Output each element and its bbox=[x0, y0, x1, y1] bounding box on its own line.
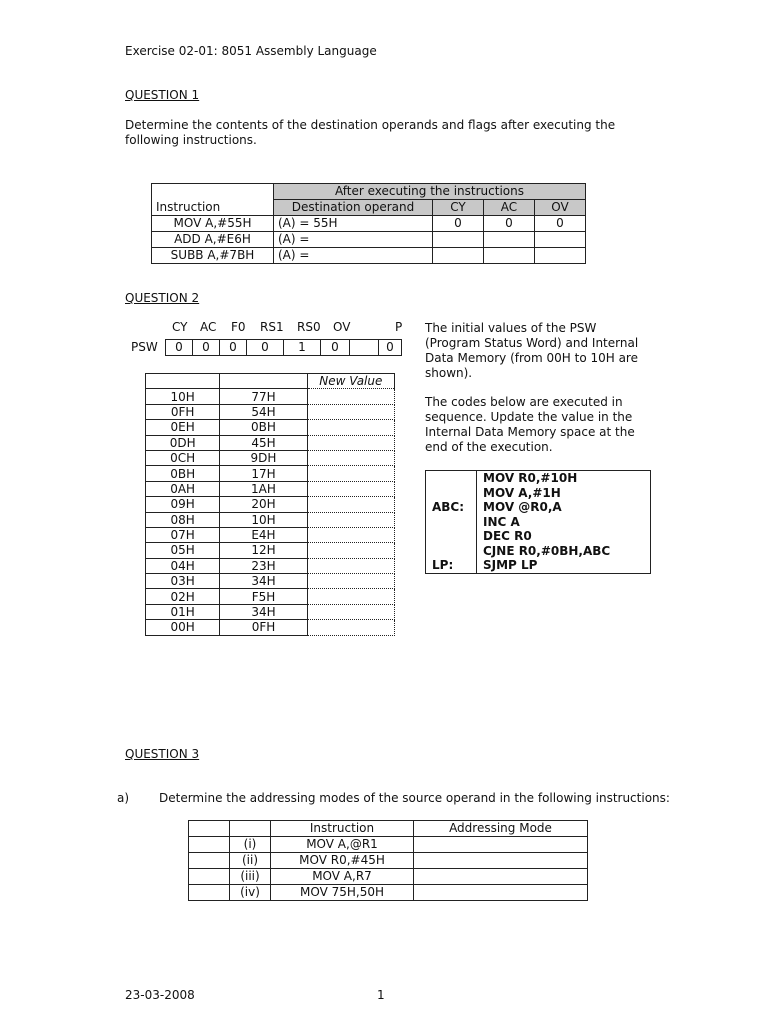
memory-value-cell: 34H bbox=[220, 574, 307, 589]
table-row bbox=[146, 620, 395, 635]
q1-cy-cell: 0 bbox=[433, 216, 484, 232]
q1-dest-cell: (A) = bbox=[274, 232, 433, 248]
q1-col-instruction: Instruction bbox=[152, 200, 274, 216]
code-line bbox=[426, 500, 651, 515]
q1-ac-cell bbox=[484, 248, 535, 264]
table-row bbox=[146, 389, 395, 404]
memory-address-cell: 0AH bbox=[146, 481, 220, 496]
table-row bbox=[146, 604, 395, 619]
q3-row-number: (i) bbox=[230, 837, 271, 853]
q3-instruction-cell: MOV A,R7 bbox=[271, 869, 414, 885]
table-row bbox=[152, 216, 586, 232]
table-row bbox=[146, 497, 395, 512]
table-row bbox=[146, 543, 395, 558]
question-2-title: QUESTION 2 bbox=[125, 291, 200, 305]
q3-row-number: (iv) bbox=[230, 885, 271, 901]
q2-text-initial: The initial values of the PSW (Program Status Word) and Internal Data Memory (from 00H to 10H are shown). bbox=[425, 321, 639, 380]
new-value-cell bbox=[307, 558, 394, 573]
q3-instruction-cell: MOV A,@R1 bbox=[271, 837, 414, 853]
psw-bit-f0: 0 bbox=[220, 340, 247, 356]
code-line bbox=[426, 515, 651, 530]
table-row bbox=[146, 558, 395, 573]
psw-bit-unused bbox=[350, 340, 379, 356]
table-row bbox=[146, 404, 395, 419]
q1-col-cy: CY bbox=[433, 200, 484, 216]
psw-flag-cy: CY bbox=[172, 320, 188, 334]
memory-value-cell: 34H bbox=[220, 604, 307, 619]
memory-address-cell: 00H bbox=[146, 620, 220, 635]
memory-value-cell: 23H bbox=[220, 558, 307, 573]
memory-value-cell: 77H bbox=[220, 389, 307, 404]
table-row bbox=[146, 481, 395, 496]
q3-part-text: Determine the addressing modes of the source operand in the following instructions: bbox=[159, 791, 670, 805]
code-label bbox=[426, 544, 477, 559]
memory-value-cell: E4H bbox=[220, 527, 307, 542]
code-instruction: INC A bbox=[483, 514, 520, 529]
psw-flag-ov: OV bbox=[333, 320, 351, 334]
table-row bbox=[146, 512, 395, 527]
q1-col-ac: AC bbox=[484, 200, 535, 216]
q1-col-dest: Destination operand bbox=[274, 200, 433, 216]
code-instruction: MOV @R0,A bbox=[483, 500, 562, 514]
memory-address-cell: 04H bbox=[146, 558, 220, 573]
code-line bbox=[426, 471, 651, 486]
memory-address-cell: 03H bbox=[146, 574, 220, 589]
memory-address-cell: 0CH bbox=[146, 450, 220, 465]
q1-ac-cell bbox=[484, 232, 535, 248]
psw-bit-p: 0 bbox=[379, 340, 402, 356]
memory-address-cell: 05H bbox=[146, 543, 220, 558]
memory-address-cell: 07H bbox=[146, 527, 220, 542]
code-instruction: MOV A,#1H bbox=[483, 485, 561, 500]
q3-part-label: a) bbox=[117, 791, 130, 805]
q3-mode-cell bbox=[414, 837, 588, 853]
memory-address-cell: 0FH bbox=[146, 404, 220, 419]
table-row bbox=[152, 232, 586, 248]
footer-date: 23-03-2008 bbox=[125, 988, 195, 1002]
new-value-cell bbox=[307, 589, 394, 604]
q1-dest-cell: (A) = bbox=[274, 248, 433, 264]
table-row bbox=[146, 435, 395, 450]
question-1-text: Determine the contents of the destination operands and flags after executing the following instructions. bbox=[125, 118, 616, 147]
q3-mode-cell bbox=[414, 885, 588, 901]
q3-row-number: (iii) bbox=[230, 869, 271, 885]
psw-bit-ov: 0 bbox=[321, 340, 350, 356]
new-value-cell bbox=[307, 466, 394, 481]
psw-register bbox=[165, 339, 402, 356]
psw-bit-rs0: 1 bbox=[284, 340, 321, 356]
question-1-title: QUESTION 1 bbox=[125, 88, 200, 102]
q1-instr-cell: SUBB A,#7BH bbox=[152, 248, 274, 264]
new-value-cell bbox=[307, 512, 394, 527]
memory-address-cell: 08H bbox=[146, 512, 220, 527]
q1-ov-cell: 0 bbox=[535, 216, 586, 232]
table-row bbox=[152, 248, 586, 264]
code-box bbox=[425, 470, 651, 574]
q3-mode-cell bbox=[414, 869, 588, 885]
code-instruction: CJNE R0,#0BH,ABC bbox=[483, 543, 611, 558]
q3-col-mode: Addressing Mode bbox=[414, 821, 588, 837]
q1-instr-cell: ADD A,#E6H bbox=[152, 232, 274, 248]
psw-bit-ac: 0 bbox=[193, 340, 220, 356]
q1-group-header: After executing the instructions bbox=[274, 184, 586, 200]
new-value-cell bbox=[307, 404, 394, 419]
memory-address-cell: 09H bbox=[146, 497, 220, 512]
code-label bbox=[426, 471, 477, 486]
memory-address-cell: 01H bbox=[146, 604, 220, 619]
table-row bbox=[146, 589, 395, 604]
table-row bbox=[146, 450, 395, 465]
code-line bbox=[426, 486, 651, 501]
code-instruction: MOV R0,#10H bbox=[483, 471, 578, 485]
new-value-cell bbox=[307, 481, 394, 496]
psw-flag-ac: AC bbox=[200, 320, 217, 334]
memory-value-cell: 9DH bbox=[220, 450, 307, 465]
code-line bbox=[426, 529, 651, 544]
psw-label: PSW bbox=[131, 340, 158, 354]
new-value-cell bbox=[307, 620, 394, 635]
memory-value-cell: 10H bbox=[220, 512, 307, 527]
table-row bbox=[189, 885, 588, 901]
memory-value-cell: 12H bbox=[220, 543, 307, 558]
page-header: Exercise 02-01: 8051 Assembly Language bbox=[125, 44, 377, 58]
q1-col-ov: OV bbox=[535, 200, 586, 216]
memory-value-cell: 0BH bbox=[220, 420, 307, 435]
memory-value-cell: 54H bbox=[220, 404, 307, 419]
q3-row-number: (ii) bbox=[230, 853, 271, 869]
memory-value-cell: 0FH bbox=[220, 620, 307, 635]
q1-ov-cell bbox=[535, 248, 586, 264]
memory-value-cell: 1AH bbox=[220, 481, 307, 496]
new-value-cell bbox=[307, 450, 394, 465]
code-label: LP: bbox=[426, 558, 477, 573]
memory-address-cell: 0EH bbox=[146, 420, 220, 435]
table-row bbox=[189, 837, 588, 853]
psw-bit-rs1: 0 bbox=[247, 340, 284, 356]
psw-flag-rs0: RS0 bbox=[297, 320, 321, 334]
q1-cy-cell bbox=[433, 232, 484, 248]
psw-bit-cy: 0 bbox=[166, 340, 193, 356]
new-value-cell bbox=[307, 435, 394, 450]
table-row bbox=[146, 420, 395, 435]
footer-page-number: 1 bbox=[377, 988, 385, 1002]
table-row bbox=[146, 466, 395, 481]
code-label: ABC: bbox=[426, 500, 477, 515]
memory-address-cell: 0BH bbox=[146, 466, 220, 481]
q3-instruction-cell: MOV 75H,50H bbox=[271, 885, 414, 901]
table-row bbox=[189, 869, 588, 885]
psw-flag-rs1: RS1 bbox=[260, 320, 284, 334]
q1-ac-cell: 0 bbox=[484, 216, 535, 232]
code-label bbox=[426, 529, 477, 544]
q1-cy-cell bbox=[433, 248, 484, 264]
new-value-cell bbox=[307, 420, 394, 435]
q1-dest-cell: (A) = 55H bbox=[274, 216, 433, 232]
memory-value-cell: 45H bbox=[220, 435, 307, 450]
q2-text-codes: The codes below are executed in sequence. Update the value in the Internal Data Memory space at the end of the execution. bbox=[425, 395, 635, 454]
memory-address-cell: 0DH bbox=[146, 435, 220, 450]
q3-instruction-cell: MOV R0,#45H bbox=[271, 853, 414, 869]
q3-mode-cell bbox=[414, 853, 588, 869]
new-value-cell bbox=[307, 389, 394, 404]
q1-instr-cell: MOV A,#55H bbox=[152, 216, 274, 232]
memory-table bbox=[145, 373, 395, 636]
new-value-cell bbox=[307, 527, 394, 542]
psw-flag-f0: F0 bbox=[231, 320, 246, 334]
table-row bbox=[146, 527, 395, 542]
new-value-cell bbox=[307, 543, 394, 558]
memory-address-cell: 02H bbox=[146, 589, 220, 604]
table-row bbox=[189, 853, 588, 869]
table-row bbox=[146, 574, 395, 589]
code-instruction: DEC R0 bbox=[483, 529, 532, 543]
memory-address-cell: 10H bbox=[146, 389, 220, 404]
q1-table bbox=[151, 183, 586, 264]
memory-value-cell: 17H bbox=[220, 466, 307, 481]
code-label bbox=[426, 486, 477, 501]
q1-ov-cell bbox=[535, 232, 586, 248]
code-instruction: SJMP LP bbox=[483, 558, 538, 572]
new-value-cell bbox=[307, 604, 394, 619]
q3-table bbox=[188, 820, 588, 901]
q3-col-instruction: Instruction bbox=[271, 821, 414, 837]
memory-value-cell: 20H bbox=[220, 497, 307, 512]
memory-value-cell: F5H bbox=[220, 589, 307, 604]
question-3-title: QUESTION 3 bbox=[125, 747, 200, 761]
code-line bbox=[426, 544, 651, 559]
new-value-cell bbox=[307, 574, 394, 589]
psw-flag-p: P bbox=[395, 320, 403, 334]
new-value-header: New Value bbox=[307, 374, 394, 389]
code-label bbox=[426, 515, 477, 530]
new-value-cell bbox=[307, 497, 394, 512]
code-line bbox=[426, 558, 651, 573]
